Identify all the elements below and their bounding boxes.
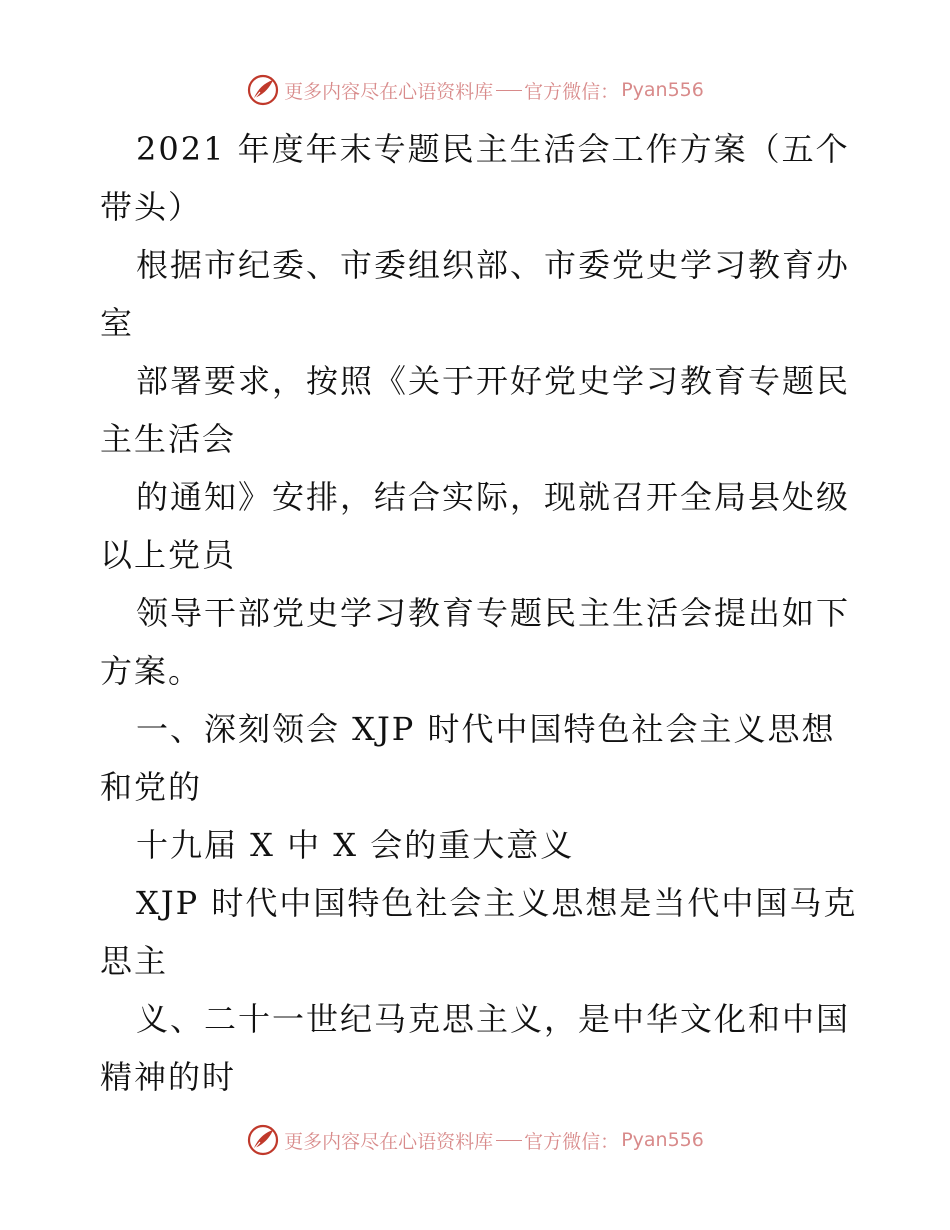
doc-title-line-2: 带头） [100, 188, 203, 226]
document-body [100, 120, 860, 1106]
quill-logo-icon [246, 73, 280, 107]
doc-paragraph-line: 义、二十一世纪马克思主义，是中华文化和中国 [136, 1000, 851, 1038]
doc-paragraph-line: 的通知》安排，结合实际，现就召开全局县处级 [136, 478, 851, 516]
banner-text: 更多内容尽在心语资料库 [284, 80, 494, 103]
banner-dash [496, 90, 522, 91]
banner-account: Pyan556 [621, 79, 704, 101]
doc-paragraph-line: 以上党员 [100, 536, 237, 574]
doc-paragraph-line: 室 [100, 304, 135, 342]
doc-paragraph-line: 方案。 [100, 652, 203, 690]
banner-dash [496, 1140, 522, 1141]
doc-paragraph-line: XJP 时代中国特色社会主义思想是当代中国马克 [136, 884, 858, 922]
doc-paragraph-line: 根据市纪委、市委组织部、市委党史学习教育办 [136, 246, 851, 284]
banner-account: Pyan556 [621, 1129, 704, 1151]
doc-paragraph-line: 领导干部党史学习教育专题民主生活会提出如下 [136, 594, 851, 632]
doc-section-heading-line: 十九届 X 中 X 会的重大意义 [136, 826, 575, 864]
doc-paragraph-line: 主生活会 [100, 420, 237, 458]
quill-logo-icon [246, 1123, 280, 1157]
doc-paragraph-line: 精神的时 [100, 1058, 237, 1096]
banner-suffix: 官方微信： [524, 80, 620, 103]
banner-suffix: 官方微信： [524, 1130, 620, 1153]
footer-banner [0, 1122, 950, 1158]
header-banner [0, 72, 950, 108]
doc-title-line-1: 2021 年度年末专题民主生活会工作方案（五个 [136, 130, 850, 168]
banner-text: 更多内容尽在心语资料库 [284, 1130, 494, 1153]
doc-section-heading-line: 和党的 [100, 768, 203, 806]
doc-paragraph-line: 思主 [100, 942, 169, 980]
doc-section-heading-line: 一、深刻领会 XJP 时代中国特色社会主义思想 [136, 710, 836, 748]
doc-paragraph-line: 部署要求，按照《关于开好党史学习教育专题民 [136, 362, 851, 400]
